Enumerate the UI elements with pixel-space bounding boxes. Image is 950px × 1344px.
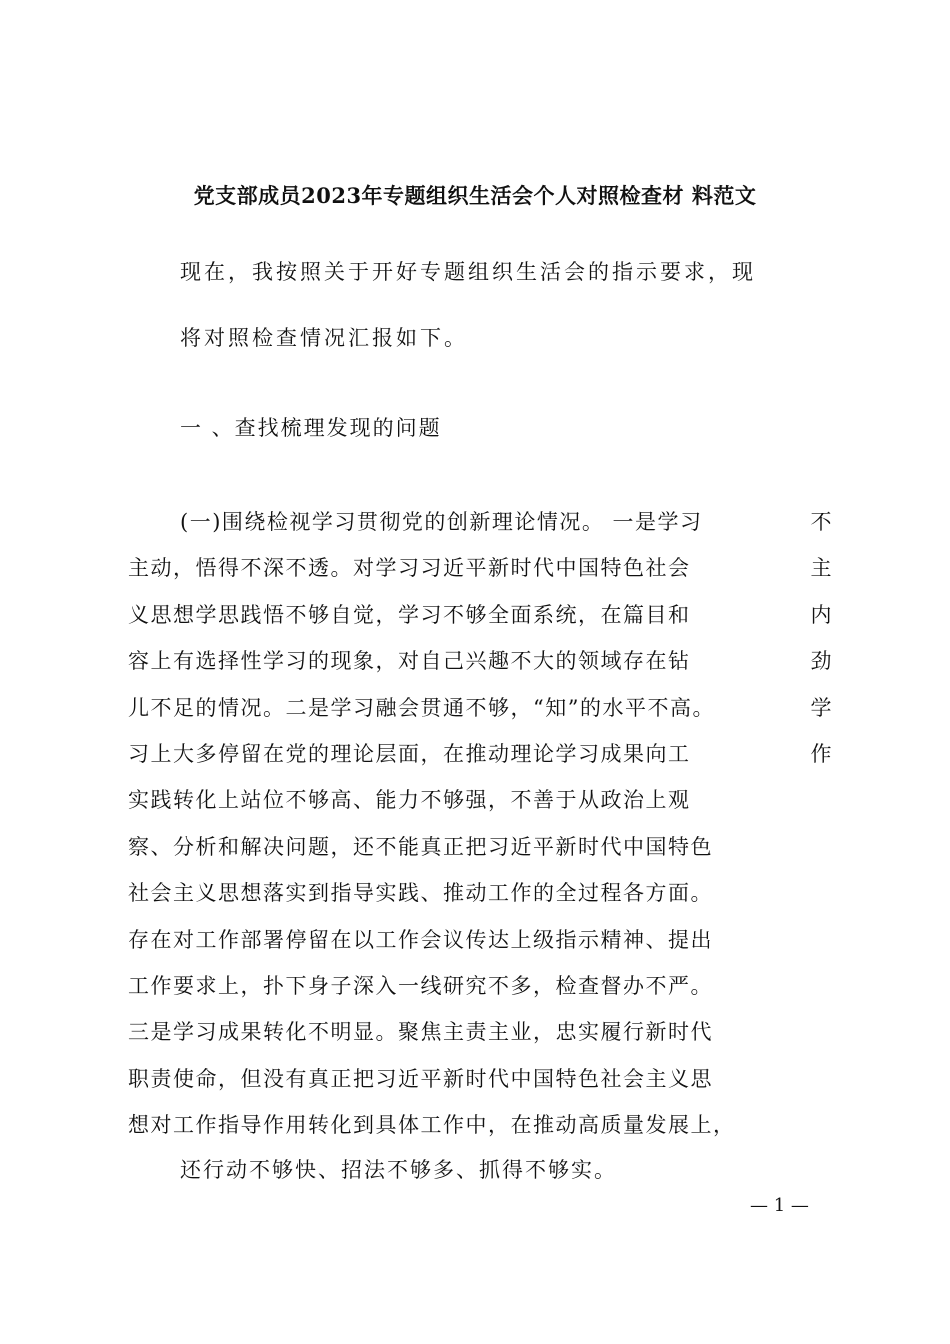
body-line-tail: 内 (810, 602, 833, 627)
body-line-text: 主动，悟得不深不透。对学习习近平新时代中国特色社会 (128, 556, 691, 581)
body-line-text: 社会主义思想落实到指导实践、推动工作的全过程各方面。 (128, 881, 713, 906)
body-line (128, 692, 833, 722)
body-line (128, 738, 833, 768)
document-title: 党支部成员2023年专题组织生活会个人对照检查材 料范文 (193, 183, 757, 208)
body-line-tail: 不 (810, 510, 833, 534)
body-line-tail: 主 (810, 556, 833, 581)
body-line (128, 831, 833, 861)
last-line: 还行动不够快、招法不够多、抓得不够实。 (180, 1158, 617, 1182)
section-heading: 一 、查找梳理发现的问题 (180, 416, 442, 440)
body-line-text: 职责使命，但没有真正把习近平新时代中国特色社会主义思 (128, 1066, 713, 1091)
body-line (128, 1016, 833, 1046)
page-number: — 1 — (750, 1195, 809, 1216)
body-line-text: 三是学习成果转化不明显。聚焦主责主业，忠实履行新时代 (128, 1020, 713, 1045)
body-line (128, 970, 833, 1000)
body-line-tail: 劲 (810, 649, 833, 674)
intro-line-2: 将对照检查情况汇报如下。 (180, 326, 468, 350)
body-line (180, 506, 833, 536)
body-line-text: 实践转化上站位不够高、能力不够强，不善于从政治上观 (128, 788, 691, 813)
body-line-tail: 作 (810, 742, 833, 766)
body-line (128, 645, 833, 675)
body-line (128, 1063, 833, 1093)
body-line (128, 877, 833, 907)
body-line (128, 924, 833, 954)
body-line-text: (一)围绕检视学习贯彻党的创新理论情况。 一是学习 (180, 510, 703, 534)
body-line-tail: 学 (810, 695, 833, 720)
body-line (128, 599, 833, 629)
body-line-text: 想对工作指导作用转化到具体工作中，在推动高质量发展上， (128, 1113, 736, 1138)
body-line (128, 1109, 833, 1139)
body-line-text: 义思想学思践悟不够自觉，学习不够全面系统，在篇目和 (128, 602, 691, 627)
body-line-text: 儿不足的情况。二是学习融会贯通不够，“知”的水平不高。 (128, 695, 715, 720)
intro-line-1: 现在，我按照关于开好专题组织生活会的指示要求，现 (180, 260, 756, 284)
body-line (128, 552, 833, 582)
body-line-text: 工作要求上，扑下身子深入一线研究不多，检查督办不严。 (128, 974, 713, 998)
body-line-text: 存在对工作部署停留在以工作会议传达上级指示精神、提出 (128, 927, 713, 952)
body-line-text: 习上大多停留在党的理论层面，在推动理论学习成果向工 (128, 742, 691, 766)
body-line (128, 784, 833, 814)
body-line-text: 容上有选择性学习的现象，对自己兴趣不大的领域存在钻 (128, 649, 691, 674)
body-line-text: 察、分析和解决问题，还不能真正把习近平新时代中国特色 (128, 834, 713, 859)
